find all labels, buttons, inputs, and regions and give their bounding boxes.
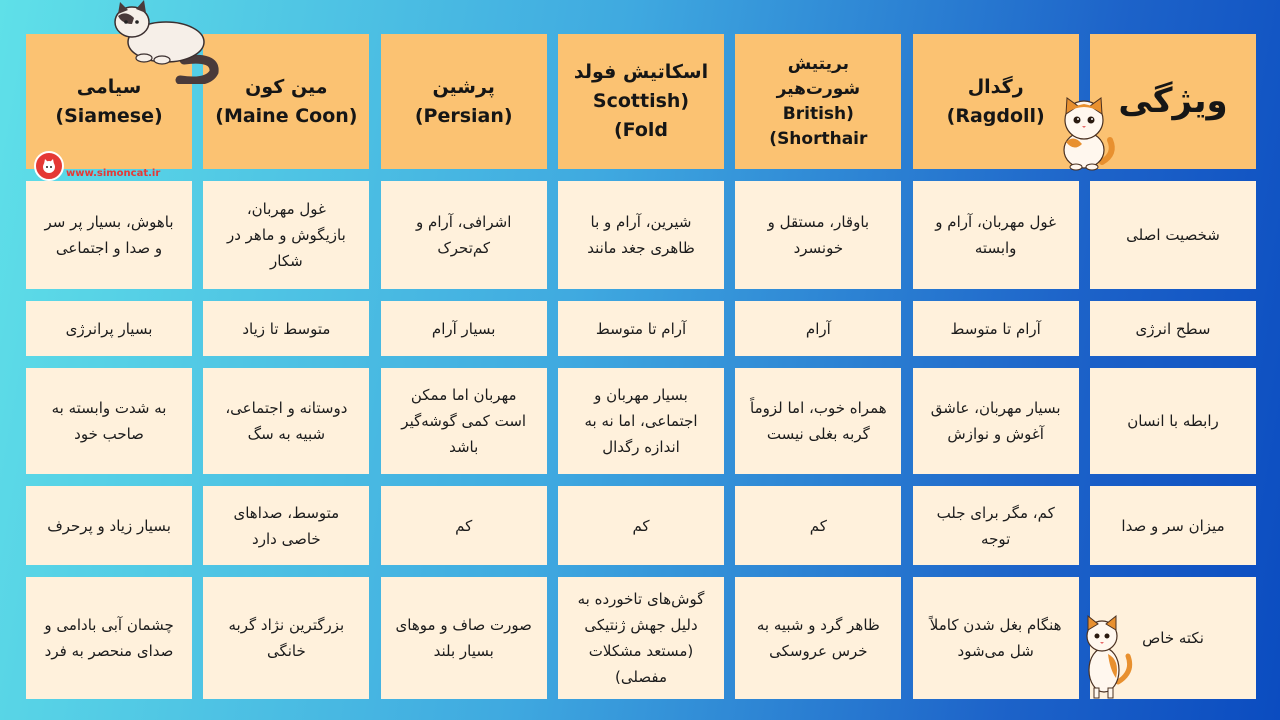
lying-cat-illustration [104,0,224,84]
header-ragdoll-fa: رگدال [967,75,1024,98]
cell-noise-persian: کم [381,486,547,565]
cell-personality-british: باوقار، مستقل و خونسرد [735,181,901,289]
cell-personality-persian: اشرافی، آرام و کم‌تحرک [381,181,547,289]
header-mainecoon-fa: مین کون [245,75,328,98]
cell-noise-british: کم [735,486,901,565]
header-mainecoon-en: (Maine Coon) [215,104,358,127]
header-persian [381,34,547,169]
header-scottish [558,34,724,169]
cell-energy-british: آرام [735,301,901,356]
header-british [735,34,901,169]
cell-relation-scottish: بسیار مهربان و اجتماعی، اما نه به اندازه رگدال [558,368,724,474]
cell-special-scottish: گوش‌های تاخورده به دلیل جهش ژنتیکی (مستعد مشکلات مفصلی) [558,577,724,699]
watermark-text: www.simoncat.ir [66,167,161,179]
row-label-special: نکته خاص [1090,577,1256,699]
cell-special-british: ظاهر گرد و شبیه به خرس عروسکی [735,577,901,699]
cell-relation-british: همراه خوب، اما لزوماً گربه بغلی نیست [735,368,901,474]
header-persian-fa: پرشین [432,75,495,98]
cell-special-siamese: چشمان آبی بادامی و صدای منحصر به فرد [26,577,192,699]
header-british-fa: بریتیش شورت‌هیر [776,53,861,99]
cell-noise-mainecoon: متوسط، صداهای خاصی دارد [203,486,369,565]
cell-personality-ragdoll: غول مهربان، آرام و وابسته [913,181,1079,289]
header-persian-en: (Persian) [414,104,513,127]
cell-relation-ragdoll: بسیار مهربان، عاشق آغوش و نوازش [913,368,1079,474]
cell-energy-persian: بسیار آرام [381,301,547,356]
sitting-cat-illustration [1052,92,1118,172]
header-siamese-fa: سیامی [76,75,142,98]
cell-personality-mainecoon: غول مهربان، بازیگوش و ماهر در شکار [203,181,369,289]
cell-energy-siamese: بسیار پرانرژی [26,301,192,356]
cell-relation-siamese: به شدت وابسته به صاحب خود [26,368,192,474]
header-scottish-en: (Scottish Fold) [592,90,690,141]
watermark-logo [34,151,160,181]
cell-special-ragdoll: هنگام بغل شدن کاملاً شل می‌شود [913,577,1079,699]
header-feature: ویژگی [1090,34,1256,169]
cat-logo-icon [34,151,64,181]
cell-noise-ragdoll: کم، مگر برای جلب توجه [913,486,1079,565]
cell-noise-siamese: بسیار زیاد و پرحرف [26,486,192,565]
header-mainecoon [203,34,369,169]
header-scottish-fa: اسکاتیش فولد [573,61,709,83]
cell-special-mainecoon: بزرگترین نژاد گربه خانگی [203,577,369,699]
header-ragdoll-en: (Ragdoll) [946,104,1045,127]
cell-noise-scottish: کم [558,486,724,565]
row-label-noise: میزان سر و صدا [1090,486,1256,565]
header-british-en: (British Shorthair) [769,103,868,149]
cell-personality-siamese: باهوش، بسیار پر سر و صدا و اجتماعی [26,181,192,289]
header-siamese-en: (Siamese) [55,104,163,127]
row-label-energy: سطح انرژی [1090,301,1256,356]
cell-personality-scottish: شیرین، آرام و با ظاهری جغد مانند [558,181,724,289]
row-label-personality: شخصیت اصلی [1090,181,1256,289]
cell-energy-scottish: آرام تا متوسط [558,301,724,356]
cell-relation-persian: مهربان اما ممکن است کمی گوشه‌گیر باشد [381,368,547,474]
cell-relation-mainecoon: دوستانه و اجتماعی، شبیه به سگ [203,368,369,474]
row-label-relation: رابطه با انسان [1090,368,1256,474]
standing-cat-illustration [1078,612,1134,700]
cell-special-persian: صورت صاف و موهای بسیار بلند [381,577,547,699]
cell-energy-ragdoll: آرام تا متوسط [913,301,1079,356]
cell-energy-mainecoon: متوسط تا زیاد [203,301,369,356]
